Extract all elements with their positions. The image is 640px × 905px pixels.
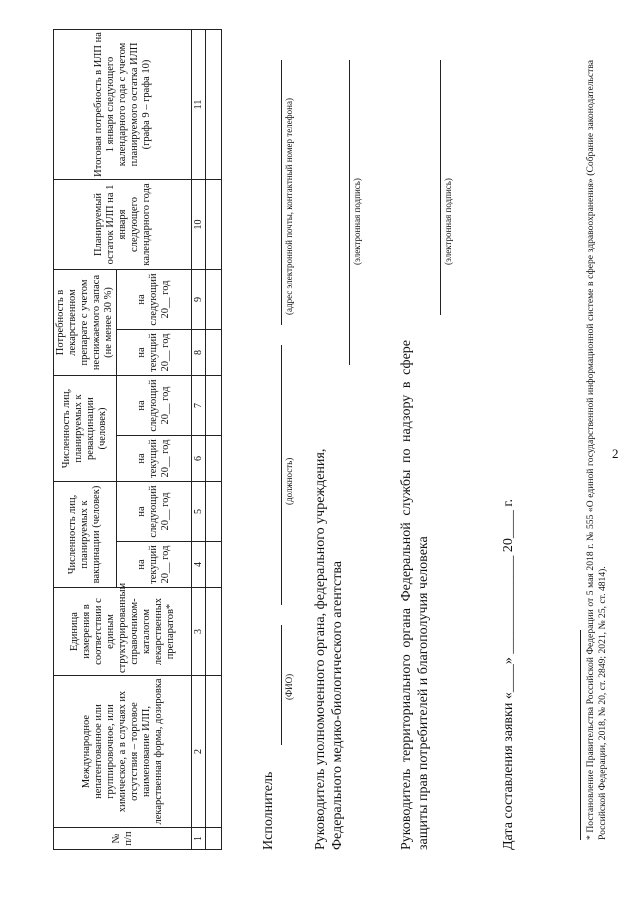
- empty-cell: [206, 29, 222, 179]
- col-number: 3: [192, 588, 206, 676]
- sub-current-revacc: на текущий 20__ год: [117, 436, 192, 482]
- empty-cell: [206, 269, 222, 329]
- page-number: 2: [612, 446, 619, 461]
- empty-cell: [206, 179, 222, 269]
- e-sign-line-2: [440, 60, 441, 315]
- header-remainder: Планируемый остаток ИЛП на 1 января следующего календарного года: [54, 179, 192, 269]
- e-sign-caption-1: (электронная подпись): [352, 178, 362, 265]
- header-revaccination: Численность лиц, планируемых к ревакцинации (человек): [54, 375, 117, 481]
- header-name: Международное непатентованное или группировочное, или химическое, а в случаях их отсутствия – торговое наименование ИЛП, лекарственная форма, дозировка: [54, 676, 192, 828]
- header-total: Итоговая потребность в ИЛП на 1 января следующего календарного года с учетом планируемого остатка ИЛП (графа 9 – графа 10): [54, 29, 192, 179]
- head-fmba-label: Руководитель уполномоченного органа, федерального учреждения, Федерального медико-биологического агентства: [313, 448, 345, 850]
- sub-current-need: на текущий 20__ год: [117, 329, 192, 375]
- empty-cell: [206, 676, 222, 828]
- col-number: 7: [192, 375, 206, 435]
- empty-cell: [206, 329, 222, 375]
- col-number: 6: [192, 436, 206, 482]
- empty-cell: [206, 542, 222, 588]
- fio-caption: (ФИО): [284, 673, 294, 700]
- date-label: Дата составления заявки «____» ______________ 20____ г.: [501, 499, 516, 850]
- col-number: 8: [192, 329, 206, 375]
- sub-current-vacc: на текущий 20__ год: [117, 542, 192, 588]
- col-number: 5: [192, 482, 206, 542]
- empty-cell: [206, 588, 222, 676]
- col-number: 1: [192, 828, 206, 850]
- empty-cell: [206, 828, 222, 850]
- header-vaccination: Численность лиц, планируемых к вакцинации (человек): [54, 482, 117, 588]
- sub-next-revacc: на следующий 20__ год: [117, 375, 192, 435]
- head-rpn-label: Руководитель территориального органа Федеральной службы по надзору в сфере защиты прав потребителей и благополучия человека: [399, 340, 431, 850]
- e-sign-line-1: [349, 60, 350, 365]
- col-number: 2: [192, 676, 206, 828]
- col-number: 9: [192, 269, 206, 329]
- footnote-separator: [580, 630, 581, 840]
- header-unit: Единица измерения в соответствии с единым структурированным справочником-каталогом лекарственных препаратов*: [54, 588, 192, 676]
- footnote: * Постановление Правительства Российской Федерации от 5 мая 2018 г. № 555 «О единой государственной информационной системе в сфере здравоохранения» (Собрание законодательства Российской Федерации, 2018, № 20, ст. 2849; 2021, № 25, ст. 4814).: [585, 60, 608, 840]
- e-sign-caption-2: (электронная подпись): [443, 178, 453, 265]
- col-number: 10: [192, 179, 206, 269]
- position-line: [281, 345, 282, 605]
- position-caption: (должность): [284, 457, 294, 505]
- header-no: № п/п: [54, 828, 192, 850]
- fio-line: [281, 625, 282, 745]
- empty-cell: [206, 375, 222, 435]
- sub-next-need: на следующий 20__ год: [117, 269, 192, 329]
- executor-label: Исполнитель: [261, 771, 276, 850]
- col-number: 4: [192, 542, 206, 588]
- contacts-caption: (адрес электронной почты, контактный номер телефона): [284, 98, 294, 315]
- empty-cell: [206, 436, 222, 482]
- col-number: 11: [192, 29, 206, 179]
- header-need: Потребность в лекарственном препарате с учетом неснижаемого запаса (не менее 30 %): [54, 269, 117, 375]
- request-table: [53, 29, 222, 850]
- empty-cell: [206, 482, 222, 542]
- contacts-line: [281, 60, 282, 325]
- sub-next-vacc: на следующий 20__ год: [117, 482, 192, 542]
